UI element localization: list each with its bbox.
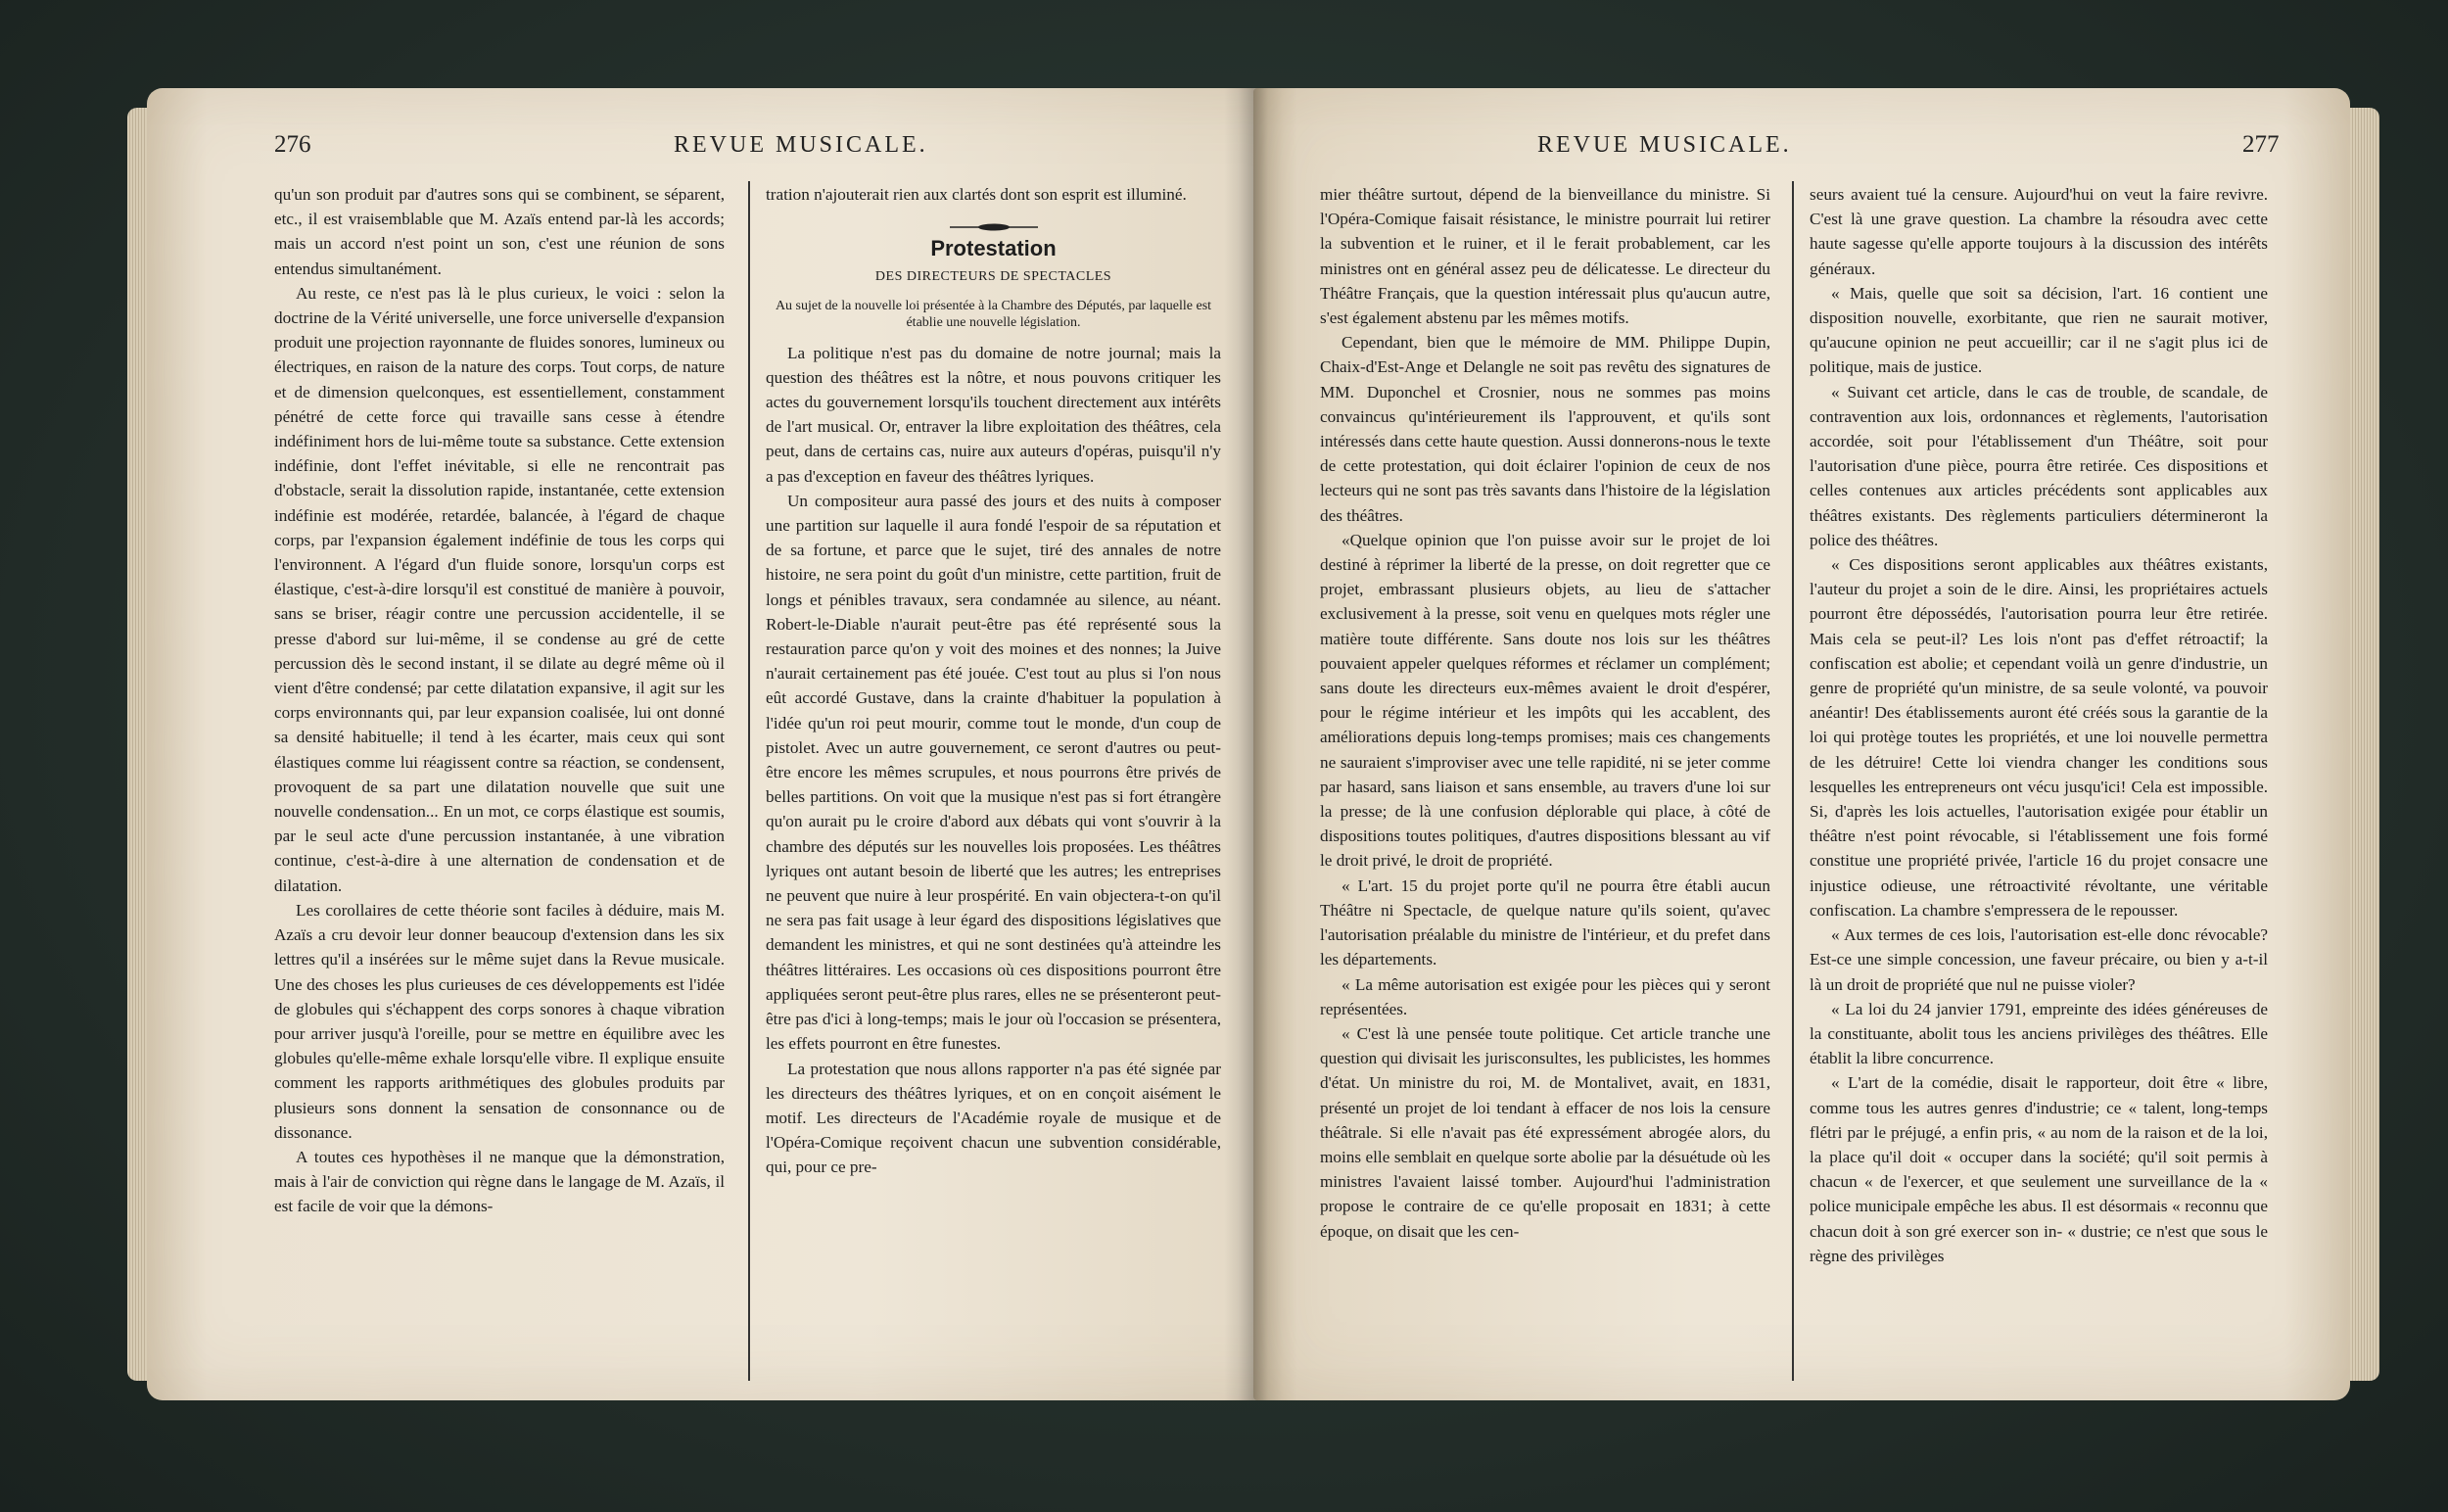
article-note: Au sujet de la nouvelle loi présentée à la Chambre des Députés, par laquelle est établie une nouvelle législation. — [775, 298, 1212, 330]
right-page — [1253, 88, 2350, 1400]
gutter-shadow — [1224, 88, 1253, 1400]
right-column-2 — [1810, 182, 2268, 1268]
ornament-divider — [766, 214, 1221, 226]
paragraph: « La même autorisation est exigée pour les pièces qui y seront représentées. — [1320, 974, 1770, 1018]
paragraph: « La loi du 24 janvier 1791, empreinte des idées généreuses de la constituante, abolit tous les anciens privilèges des théâtres. Elle établit la libre concurrence. — [1810, 999, 2268, 1068]
column-text: tration n'ajouterait rien aux clartés dont son esprit est illuminé. — [766, 185, 1187, 204]
paragraph: Cependant, bien que le mémoire de MM. Philippe Dupin, Chaix-d'Est-Ange et Delangle ne soit pas revêtu des signatures de MM. Duponchel et Crosnier, nous ne sommes pas moins convaincus qu'intérieurement ils l'approuvent, et qu'ils sont intéressés dans cette haute question. Aussi donnerons-nous le texte de cette protestation, qui doit éclairer l'opinion de ceux de nos lecteurs qui ne sont pas très savants dans l'histoire de la législation des théâtres. — [1320, 333, 1770, 525]
paragraph: Les corollaires de cette théorie sont faciles à déduire, mais M. Azaïs a cru devoir leur donner beaucoup d'extension dans les six lettres qu'il a insérées sur le même sujet dans la Revue musicale. Une des choses les plus curieuses de ces développements est l'idée de globules qui s'échappent des corps sonores à chaque vibration pour arriver jusqu'à l'oreille, pour se mettre en équilibre avec les globules qu'elle-même exhale lorsqu'elle vibre. Il explique ensuite comment les rapports arithmétiques des globules produits par plusieurs sons donnent la sensation de consonnance ou de dissonance. — [274, 900, 725, 1142]
paragraph: « L'art de la comédie, disait le rapporteur, doit être « libre, comme tous les autres genres d'industrie; ce « talent, long-temps flétri par le préjugé, a enfin pris, « au nom de la raison et de la loi, la place qu'il doit « occuper dans la société; qu'il soit permis à chacun « de l'exercer, et que seulement une surveillance de la « police municipale empêche les abus. Il est désormais « reconnu que chacun doit à son gré exercer son in- « dustrie; ce n'est que sous le règne des privilèges — [1810, 1073, 2268, 1265]
open-book — [88, 78, 2379, 1440]
left-page — [147, 88, 1342, 1400]
paragraph: « Mais, quelle que soit sa décision, l'art. 16 contient une disposition nouvelle, exorbitante, que rien ne saurait motiver, qu'aucune opinion ne peut accueillir; car il ne s'agit plus ici de politique, mais de justice. — [1810, 283, 2268, 377]
page-number: 276 — [274, 131, 311, 158]
page-number: 277 — [2242, 131, 2280, 158]
gutter-shadow — [1253, 88, 1283, 1400]
paragraph: « C'est là une pensée toute politique. Cet article tranche une question qui divisait les jurisconsultes, les publicistes, les hommes d'état. Un ministre du roi, M. de Montalivet, avait, en 1831, présenté un projet de loi tendant à effacer de nos lois la censure théâtrale. Si elle n'avait pas été expressément abrogée alors, du moins elle semblait en quelque sorte abolie par la désuétude où les ministres l'avaient laissé tomber. Aujourd'hui l'administration propose le contraire de ce qu'elle proposait en 1831; à cette époque, on disait que les cen- — [1320, 1023, 1770, 1241]
running-header: REVUE MUSICALE. — [674, 132, 928, 158]
paragraph: «Quelque opinion que l'on puisse avoir sur le projet de loi destiné à réprimer la liberté de la presse, on doit regretter que ce projet, embrassant plusieurs objets, au lieu de s'attacher exclusivement à la presse, soit venu en quelques mots régler une matière toute différente. Sans doute nos lois sur les théâtres pouvaient appeler quelques réformes et réclamer un complément; sans doute les directeurs eux-mêmes avaient le droit d'espérer, pour le régime intérieur et les impôts qui les accablent, des améliorations depuis long-temps promises; mais ces changements ne sauraient s'improviser avec une telle rapidité, ni se jeter comme par hasard, sans liaison et sans ensemble, au travers d'une loi sur la presse; de là une confusion déplorable qui place, à côté de dispositions toutes politiques, d'autres dispositions blessant au vif le droit privé, le droit de propriété. — [1320, 530, 1770, 871]
right-column-1 — [1320, 182, 1770, 1244]
paragraph: mier théâtre surtout, dépend de la bienveillance du ministre. Si l'Opéra-Comique faisait résistance, le ministre pourrait lui retirer la subvention et le ruiner, et il le ferait probablement, car les ministres ont en général assez peu de délicatesse. Le directeur du Théâtre Français, que la question intéressait plus qu'aucun autre, s'est également abstenu par les mêmes motifs. — [1320, 185, 1770, 328]
left-column-1 — [274, 182, 725, 1219]
article-subtitle: DES DIRECTEURS DE SPECTACLES — [874, 269, 1112, 285]
running-header: REVUE MUSICALE. — [1537, 132, 1792, 158]
column-rule — [1792, 181, 1794, 1381]
paragraph: « Suivant cet article, dans le cas de trouble, de scandale, de contravention aux lois, ordonnances et règlements, l'autorisation accordée, soit pour l'établissement d'un Théâtre, soit pour l'autorisation d'une pièce, pourra être retirée. Ces dispositions et celles contenues aux articles précédents sont applicables aux théâtres existants. Des règlements particuliers détermineront la police des théâtres. — [1810, 382, 2268, 549]
paragraph: Un compositeur aura passé des jours et des nuits à composer une partition sur laquelle il aura fondé l'espoir de sa réputation et de sa fortune, et parce que le sujet, tiré des annales de notre histoire, ne sera point du goût d'un ministre, cette partition, fruit de longs et pénibles travaux, sera condamnée au silence, au néant. Robert-le-Diable n'aurait peut-être pas été représenté sous la restauration parce qu'on y voit des moines et des nonnes; la Juive n'aurait certainement pas été jouée. C'est tout au plus si l'on nous eût accordé Gustave, dans la crainte d'habituer la population à l'idée qu'un roi peut mourir, comme tout le monde, d'un coup de pistolet. Avec un autre gouvernement, ce seront d'autres ou peut-être encore les mêmes scrupules, et nous pourrons être privés de belles partitions. On voit que la musique n'est pas si fort étrangère qu'on aurait pu le croire d'abord aux débats qui vont s'ouvrir à la chambre des députés sur les nouvelles lois proposées. Les théâtres lyriques ont autant besoin de liberté que les autres; les entreprises ne peuvent que nuire à leur prospérité. En vain objectera-t-on qu'il ne sera pas fait usage à leur égard des dispositions législatives que demandent les ministres, et qui ne sont destinées qu'à atteindre les théâtres littéraires. Les occasions où ces dispositions pourront être appliquées seront peut-être plus rares, elles ne se présenteront peut-être pas d'ici à long-temps; mais le jour où l'occasion se présentera, les effets pourront en être funestes. — [766, 491, 1221, 1054]
paragraph: seurs avaient tué la censure. Aujourd'hui on veut la faire revivre. C'est là une grave question. La chambre la résoudra avec cette haute sagesse qu'elle apporte toujours à la discussion des intérêts généraux. — [1810, 185, 2268, 278]
paragraph: qu'un son produit par d'autres sons qui se combinent, se séparent, etc., il est vraisemblable que M. Azaïs entend par-là les accords; mais un accord n'est point un son, c'est une réunion de sons entendus simultanément. — [274, 185, 725, 278]
paragraph: « Ces dispositions seront applicables aux théâtres existants, l'auteur du projet a soin de le dire. Ainsi, les propriétaires actuels pourront être dépossédés, l'autorisation pourra leur être retirée. Mais cela se peut-il? Les lois n'ont pas d'effet rétroactif; la confiscation est abolie; et cependant voilà un genre d'industrie, un genre de propriété qu'un ministre, de sa seule volonté, va pouvoir anéantir! Des établissements auront été créés sous la garantie de la loi qui protège toutes les propriétés, et une loi nouvelle permettra de les détruire! Cette loi viendra changer les conditions sous lesquelles les entrepreneurs ont vécu jusqu'ici! Cela est impossible. Si, d'après les lois actuelles, l'autorisation exigée pour établir un théâtre n'est point révocable, si l'établissement une fois formé constitue une propriété privée, l'article 16 du projet consacre une injustice odieuse, une rétroactivité révoltante, une véritable confiscation. La chambre s'empressera de le repousser. — [1810, 555, 2268, 920]
column-rule — [748, 181, 750, 1381]
left-column-2 — [766, 182, 1221, 1180]
paragraph: Au reste, ce n'est pas là le plus curieux, le voici : selon la doctrine de la Vérité universelle, une force universelle d'expansion produit une projection rayonnante de fluides sonores, lumineux ou électriques, en raison de la nature des corps. Tout corps, de nature et de dimension quelconques, est essentiellement, constamment pénétré de cette force qui travaille sans cesse à étendre indéfiniment hors de lui-même toute sa substance. Cette extension indéfinie, dont l'effet inévitable, si elle ne rencontrait pas d'obstacle, serait la dissolution rapide, instantanée, cette extension indéfinie est modérée, retardée, balancée, à l'égard de chaque corps, par l'expansion également indéfinie de tous les corps qui l'environnent. A l'égard d'un fluide sonore, lorsqu'un corps est élastique, c'est-à-dire lorsqu'il est constitué de manière à pouvoir, sans se briser, réagir contre une percussion accidentelle, il se presse d'abord sur lui-même, il se condense au gré de cette percussion dès le second instant, il se dilate au degré même où il vient d'être condensé; par cette dilatation expansive, il agit sur les corps environnants qui, par leur expansion coalisée, lui ont donné sa densité habituelle; il tend à les écarter, mais ceux qui sont élastiques comme lui réagissent contre sa réaction, se condensent, provoquent de sa part une dilatation nouvelle que suit une nouvelle condensation... En un mot, ce corps élastique est soumis, par le seul acte d'une percussion instantanée, à une vibration continue, c'est-à-dire à une alternation de condensation et de dilatation. — [274, 283, 725, 895]
paragraph: « Aux termes de ces lois, l'autorisation est-elle donc révocable? Est-ce une simple concession, une faveur précaire, ou bien y a-t-il là un droit de propriété que nul ne puisse violer? — [1810, 925, 2268, 994]
paragraph: A toutes ces hypothèses il ne manque que la démonstration, mais à l'air de conviction qui règne dans le langage de M. Azaïs, il est facile de voir que la démons- — [274, 1147, 725, 1216]
paragraph: La protestation que nous allons rapporter n'a pas été signée par les directeurs des théâtres lyriques, et on en conçoit aisément le motif. Les directeurs de l'Académie royale de musique et de l'Opéra-Comique reçoivent chacun une subvention considérable, qui, pour ce pre- — [766, 1059, 1221, 1177]
paragraph: La politique n'est pas du domaine de notre journal; mais la question des théâtres est la nôtre, et nous pouvons critiquer les actes du gouvernement lorsqu'ils touchent directement aux intérêts de l'art musical. Or, entraver la libre exploitation des théâtres, cela peut, dans de certains cas, nuire aux auteurs d'opéras, puisqu'il n'y a pas d'exception en faveur des théâtres lyriques. — [766, 343, 1221, 486]
article-title: Protestation — [930, 236, 1057, 261]
paragraph: « L'art. 15 du projet porte qu'il ne pourra être établi aucun Théâtre ni Spectacle, de quelque nature qu'ils soient, qu'avec l'autorisation préalable du ministre de l'intérieur, et du prefet dans les départements. — [1320, 875, 1770, 969]
